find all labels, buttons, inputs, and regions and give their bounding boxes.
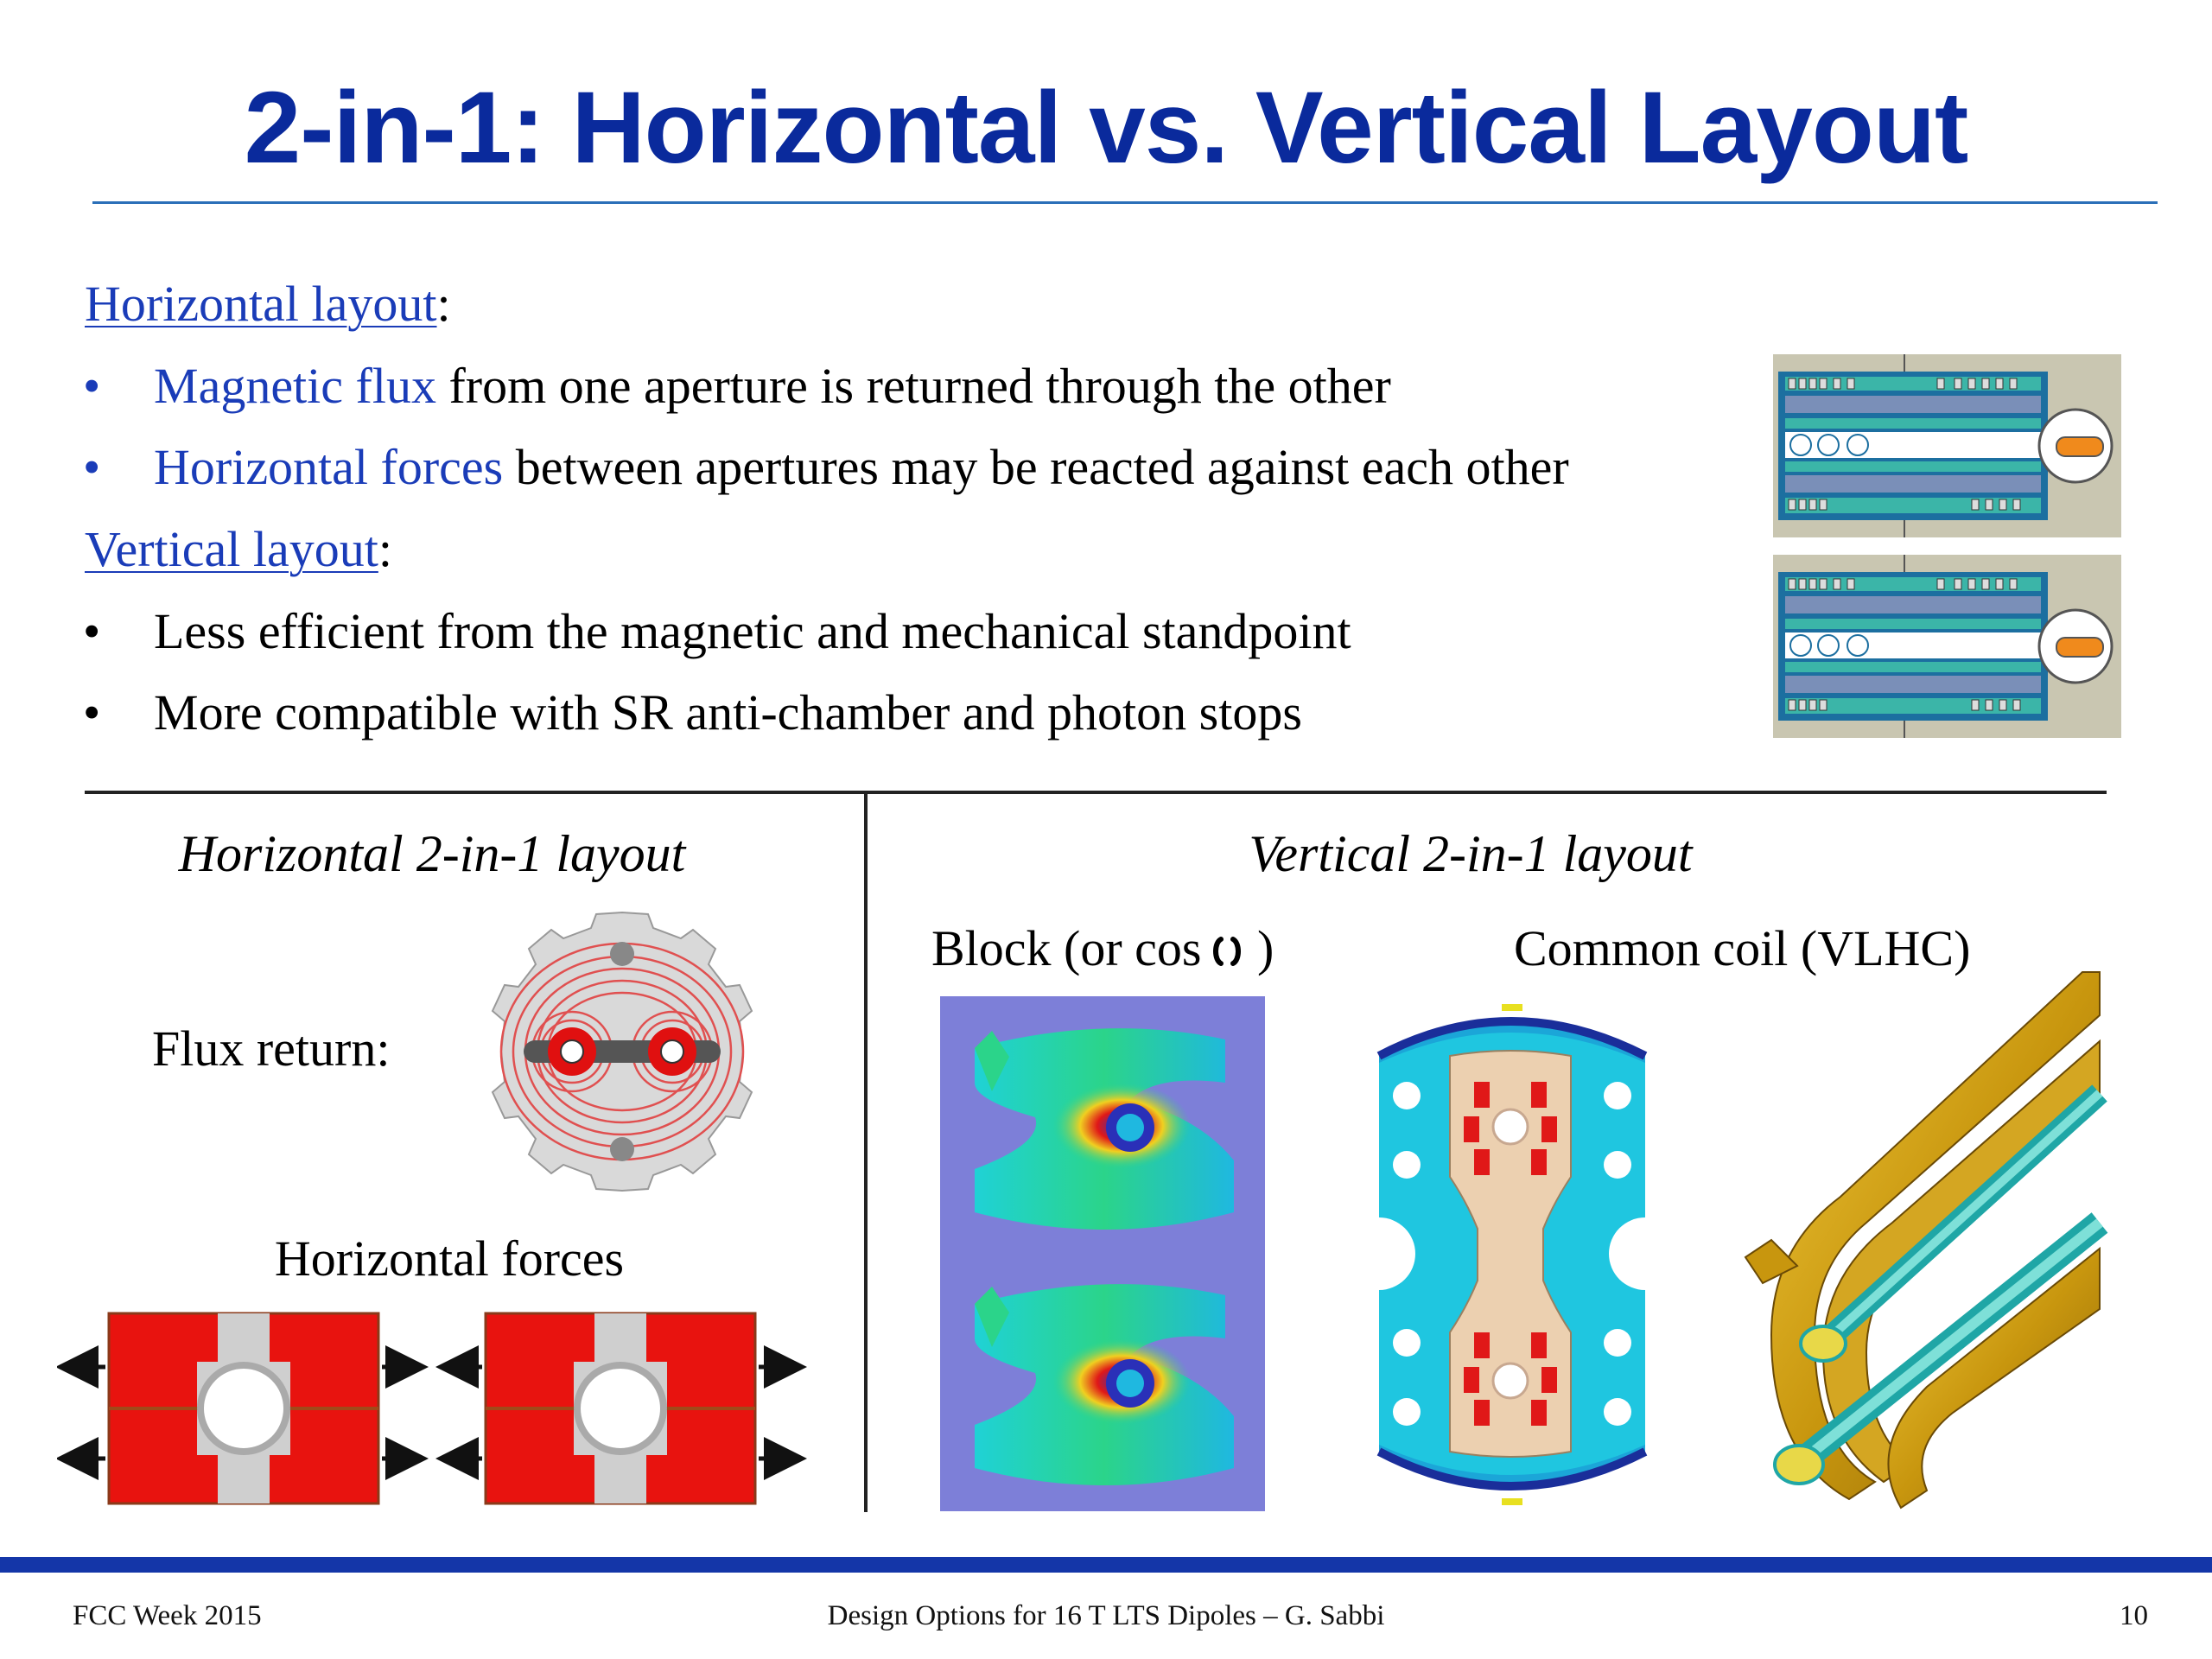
- page-number: 10: [2120, 1600, 2148, 1631]
- horizontal-bullet-1: Magnetic flux from one aperture is returned through the other: [154, 358, 1391, 414]
- vertical-layout-link[interactable]: Vertical layout: [85, 521, 378, 577]
- theta-symbol-icon: [1209, 934, 1245, 969]
- vertical-bullet-1: Less efficient from the magnetic and mechanical standpoint: [154, 603, 1351, 659]
- block-layout-field-map: [940, 996, 1265, 1511]
- common-coil-cross-section: [1372, 995, 1652, 1512]
- bullet-dot: •: [83, 603, 101, 659]
- horizontal-forces-diagram: [57, 1305, 809, 1512]
- horizontal-forces-label: Horizontal forces: [274, 1230, 625, 1287]
- horizontal-layout-heading: Horizontal layout:: [85, 276, 451, 332]
- bullet-highlight: Magnetic flux: [154, 358, 436, 414]
- footer-bar: [0, 1557, 2212, 1573]
- footer-event: FCC Week 2015: [73, 1600, 262, 1631]
- bullet-dot: •: [83, 358, 101, 414]
- title-divider: [92, 201, 2158, 204]
- horizontal-layout-thumbnail: [1773, 354, 2121, 537]
- section-divider: [85, 791, 2107, 794]
- panel-divider: [864, 793, 868, 1512]
- flux-return-image: [475, 909, 769, 1194]
- horizontal-2in1-caption: Horizontal 2-in-1 layout: [178, 825, 686, 882]
- bullet-dot: •: [83, 439, 101, 495]
- common-coil-3d-image: [1711, 963, 2108, 1516]
- footer-title: Design Options for 16 T LTS Dipoles – G. Sabbi: [827, 1600, 1385, 1631]
- bullet-highlight: Horizontal forces: [154, 439, 504, 495]
- horizontal-layout-link[interactable]: Horizontal layout: [85, 276, 437, 332]
- block-cos-label: Block (or cos ): [931, 920, 1274, 976]
- horizontal-bullet-2: Horizontal forces between apertures may be reacted against each other: [154, 439, 1569, 495]
- page-title: 2-in-1: Horizontal vs. Vertical Layout: [244, 71, 1968, 185]
- vertical-2in1-caption: Vertical 2-in-1 layout: [1249, 825, 1693, 882]
- vertical-layout-heading: Vertical layout:: [85, 521, 392, 577]
- flux-return-label: Flux return:: [152, 1020, 391, 1077]
- vertical-layout-thumbnail: [1773, 555, 2121, 738]
- bullet-dot: •: [83, 684, 101, 741]
- common-coil-label: Common coil (VLHC): [1514, 920, 1971, 976]
- vertical-bullet-2: More compatible with SR anti-chamber and photon stops: [154, 684, 1302, 741]
